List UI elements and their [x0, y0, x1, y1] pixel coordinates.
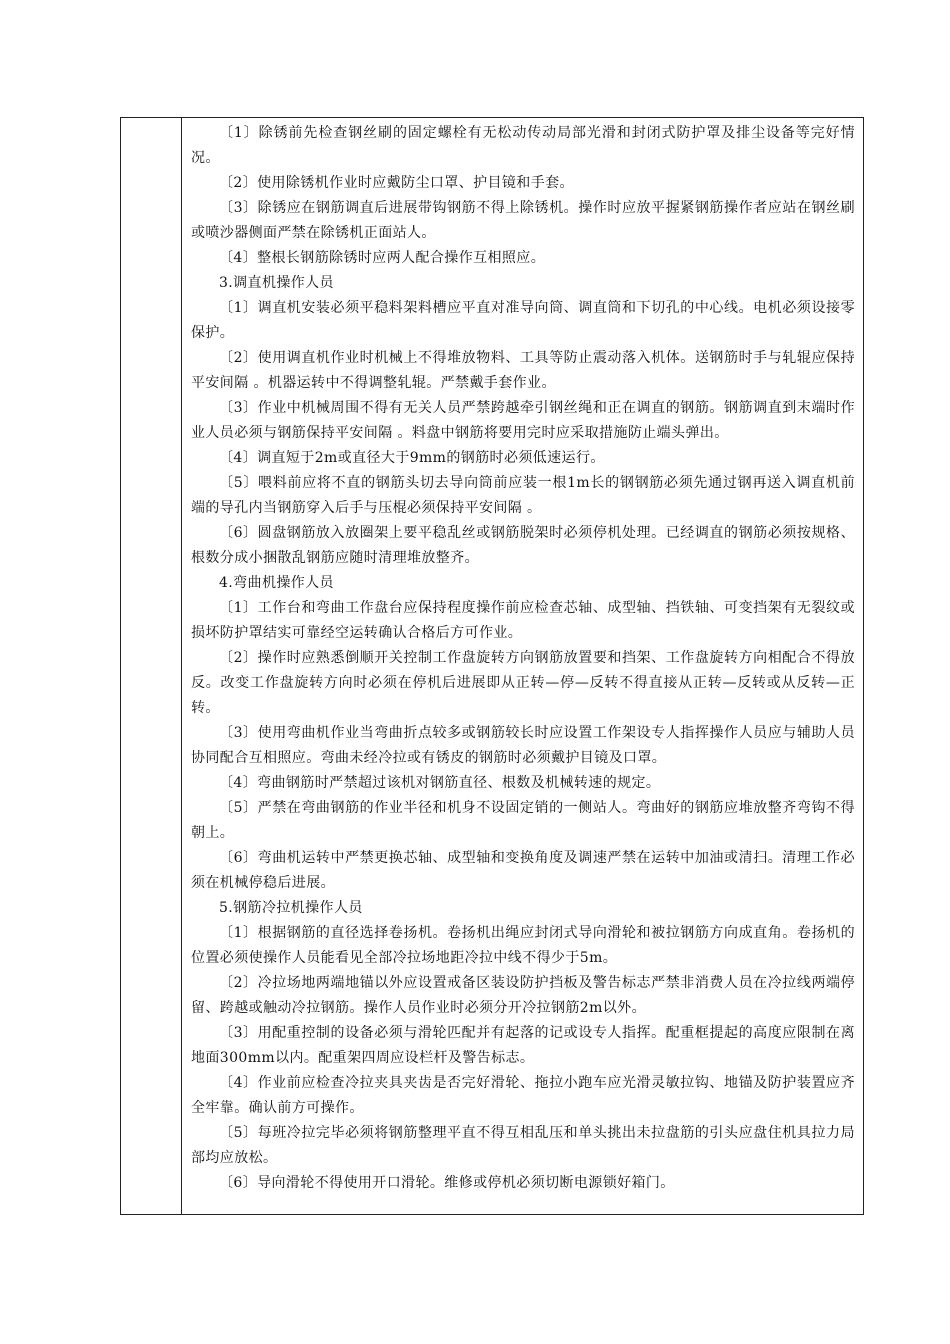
- paragraph: 〔6〕导向滑轮不得使用开口滑轮。维修或停机必须切断电源锁好箱门。: [219, 1175, 675, 1191]
- paragraph: 〔4〕作业前应检查冷拉夹具夹齿是否完好滑轮、拖拉小跑车应光滑灵敏拉钩、地锚及防护装置应齐全牢靠。确认前方可操作。: [191, 1075, 855, 1116]
- paragraph: 〔2〕操作时应熟悉倒顺开关控制工作盘旋转方向钢筋放置要和挡架、工作盘旋转方向相配合不得放反。改变工作盘旋转方向时必须在停机后进展即从正转—停—反转不得直接从正转—反转或从反转—正转。: [191, 650, 855, 716]
- paragraph: 〔3〕作业中机械周围不得有无关人员严禁跨越牵引钢丝绳和正在调直的钢筋。钢筋调直到末端时作业人员必须与钢筋保持平安间隔 。料盘中钢筋将要用完时应采取措施防止端头弹出。: [191, 400, 855, 441]
- paragraph: 〔4〕整根长钢筋除锈时应两人配合操作互相照应。: [219, 250, 546, 266]
- section-heading: 5.钢筋冷拉机操作人员: [219, 900, 363, 916]
- table-label-cell: [121, 118, 182, 1214]
- section-heading: 3.调直机操作人员: [219, 275, 334, 291]
- content-table: [120, 117, 864, 1215]
- paragraph: 〔1〕除锈前先检查钢丝刷的固定螺栓有无松动传动局部光滑和封闭式防护罩及排尘设备等完好情况。: [191, 125, 855, 166]
- section-heading: 4.弯曲机操作人员: [219, 575, 334, 591]
- paragraph: 〔1〕根据钢筋的直径选择卷扬机。卷扬机出绳应封闭式导向滑轮和被拉钢筋方向成直角。卷扬机的位置必须使操作人员能看见全部冷拉场地距冷拉中线不得少于5m。: [191, 925, 855, 966]
- paragraph: 〔4〕弯曲钢筋时严禁超过该机对钢筋直径、根数及机械转速的规定。: [219, 775, 661, 791]
- paragraph: 〔6〕弯曲机运转中严禁更换芯轴、成型轴和变换角度及调速严禁在运转中加油或清扫。清理工作必须在机械停稳后进展。: [191, 850, 855, 891]
- table-content-cell: [182, 118, 863, 1214]
- paragraph: 〔5〕喂料前应将不直的钢筋头切去导向筒前应装一根1m长的钢钢筋必须先通过钢再送入调直机前端的导孔内当钢筋穿入后手与压棍必须保持平安间隔 。: [191, 475, 855, 516]
- paragraph: 〔1〕调直机安装必须平稳料架料槽应平直对准导向筒、调直筒和下切孔的中心线。电机必须设接零保护。: [191, 300, 855, 341]
- paragraph: 〔5〕每班冷拉完毕必须将钢筋整理平直不得互相乱压和单头挑出未拉盘筋的引头应盘住机具拉力局部均应放松。: [191, 1125, 855, 1166]
- paragraph: 〔6〕圆盘钢筋放入放圈架上要平稳乱丝或钢筋脱架时必须停机处理。已经调直的钢筋必须按规格、根数分成小捆散乱钢筋应随时清理堆放整齐。: [191, 525, 855, 566]
- paragraph: 〔2〕使用除锈机作业时应戴防尘口罩、护目镜和手套。: [219, 175, 574, 191]
- paragraph: 〔5〕严禁在弯曲钢筋的作业半径和机身不设固定销的一侧站人。弯曲好的钢筋应堆放整齐弯钩不得朝上。: [191, 800, 855, 841]
- paragraph: 〔1〕工作台和弯曲工作盘台应保持程度操作前应检查芯轴、成型轴、挡铁轴、可变挡架有无裂纹或损坏防护罩结实可靠经空运转确认合格后方可作业。: [191, 600, 855, 641]
- paragraph: 〔2〕冷拉场地两端地锚以外应设置戒备区装设防护挡板及警告标志严禁非消费人员在冷拉线两端停留、跨越或触动冷拉钢筋。操作人员作业时必须分开冷拉钢筋2m以外。: [191, 975, 855, 1016]
- paragraph: 〔3〕用配重控制的设备必须与滑轮匹配并有起落的记或设专人指挥。配重框提起的高度应限制在离地面300mm以内。配重架四周应设栏杆及警告标志。: [191, 1025, 855, 1066]
- paragraph: 〔2〕使用调直机作业时机械上不得堆放物料、工具等防止震动落入机体。送钢筋时手与轧辊应保持平安间隔 。机器运转中不得调整轧辊。严禁戴手套作业。: [191, 350, 855, 391]
- paragraph: 〔3〕除锈应在钢筋调直后进展带钩钢筋不得上除锈机。操作时应放平握紧钢筋操作者应站在钢丝刷或喷沙器侧面严禁在除锈机正面站人。: [191, 200, 855, 241]
- paragraph: 〔3〕使用弯曲机作业当弯曲折点较多或钢筋较长时应设置工作架设专人指挥操作人员应与辅助人员协同配合互相照应。弯曲未经冷拉或有锈皮的钢筋时必须戴护目镜及口罩。: [191, 725, 855, 766]
- paragraph: 〔4〕调直短于2m或直径大于9mm的钢筋时必须低速运行。: [219, 450, 605, 466]
